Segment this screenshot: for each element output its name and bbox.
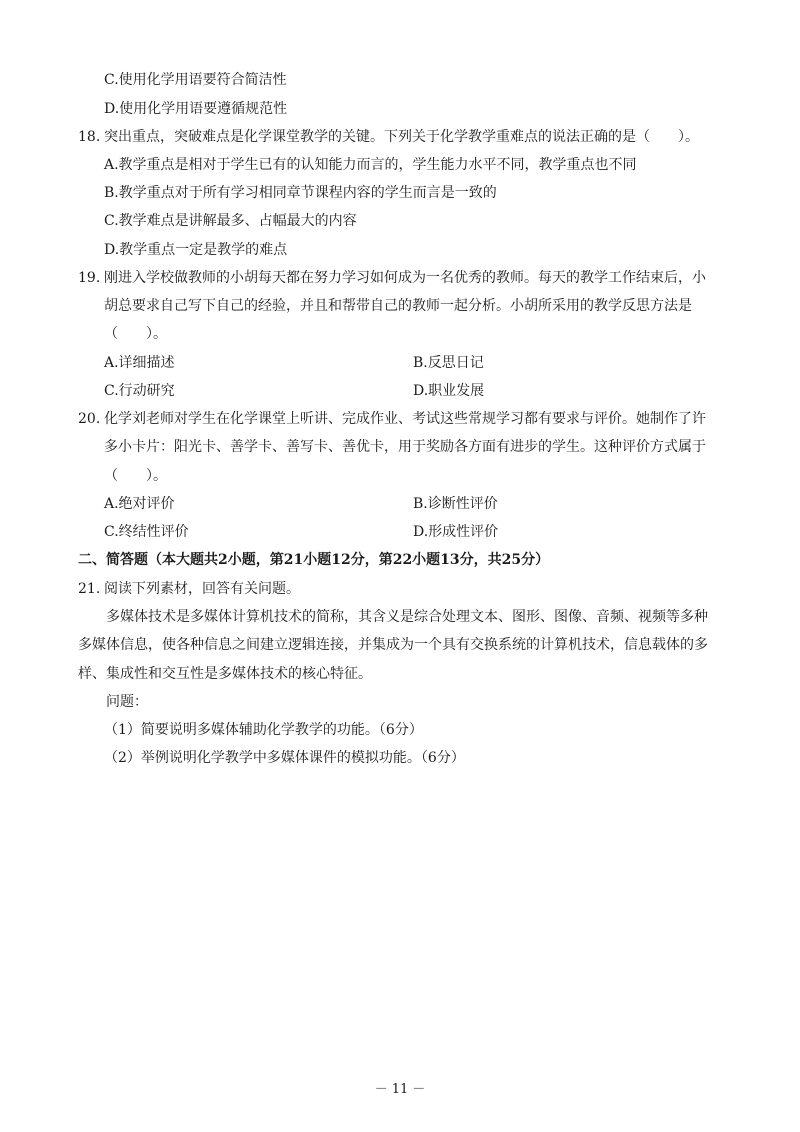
- q21-stem: 阅读下列素材，回答有关问题。: [104, 581, 300, 597]
- q21-number: 21.: [78, 581, 101, 597]
- q21-material-line3: 样、集成性和交互性是多媒体技术的核心特征。: [78, 666, 372, 682]
- q21-material-line1: 多媒体技术是多媒体计算机技术的简称，其含义是综合处理文本、图形、图像、音频、视频等多种: [106, 609, 708, 625]
- q18-stem: 突出重点，突破难点是化学课堂教学的关键。下列关于化学教学重难点的说法正确的是（ ）。: [104, 129, 699, 145]
- q21-subquestion-2: （2）举例说明化学教学中多媒体课件的模拟功能。（6分）: [104, 750, 465, 766]
- q19-number: 19.: [78, 270, 101, 286]
- section-heading: 二、简答题（本大题共2小题，第21小题12分，第22小题13分，共25分）: [78, 552, 550, 568]
- q18-option-d: D.教学重点一定是教学的难点: [104, 242, 288, 258]
- q20-stem-line2: 多小卡片：阳光卡、善学卡、善写卡、善优卡，用于奖励各方面有进步的学生。这种评价方式属于: [104, 439, 706, 455]
- q19-stem-line3: （ ）。: [104, 326, 167, 342]
- q19-option-a: A.详细描述: [104, 355, 175, 371]
- q20-number: 20.: [78, 411, 101, 427]
- q19-option-c: C.行动研究: [104, 383, 175, 399]
- q20-option-b: B.诊断性评价: [413, 496, 498, 512]
- q19-stem-line1: 刚进入学校做教师的小胡每天都在努力学习如何成为一名优秀的教师。每天的教学工作结束后，小: [104, 270, 706, 286]
- q20-stem-line1: 化学刘老师对学生在化学课堂上听讲、完成作业、考试这些常规学习都有要求与评价。她制作了许: [104, 411, 706, 427]
- q19-stem-line2: 胡总要求自己写下自己的经验，并且和帮带自己的教师一起分析。小胡所采用的教学反思方法是: [104, 298, 692, 314]
- q19-option-b: B.反思日记: [413, 355, 484, 371]
- q20-option-a: A.绝对评价: [104, 496, 175, 512]
- q18-number: 18.: [78, 129, 101, 145]
- q21-subquestion-1: （1）简要说明多媒体辅助化学教学的功能。（6分）: [104, 722, 423, 738]
- q18-option-a: A.教学重点是相对于学生已有的认知能力而言的，学生能力水平不同，教学重点也不同: [104, 157, 637, 173]
- q21-material-line2: 多媒体信息，使各种信息之间建立逻辑连接，并集成为一个具有交换系统的计算机技术，信息载体的多: [78, 637, 708, 653]
- q21-question-label: 问题：: [106, 694, 148, 710]
- page-number: － 11 －: [374, 1082, 426, 1097]
- q18-option-c: C.教学难点是讲解最多、占幅最大的内容: [104, 213, 357, 229]
- q20-option-d: D.形成性评价: [413, 524, 499, 540]
- q20-option-c: C.终结性评价: [104, 524, 189, 540]
- q17-option-c: C.使用化学用语要符合简洁性: [104, 72, 287, 88]
- q20-stem-line3: （ ）。: [104, 468, 167, 484]
- q19-option-d: D.职业发展: [413, 383, 485, 399]
- q18-option-b: B.教学重点对于所有学习相同章节课程内容的学生而言是一致的: [104, 185, 497, 201]
- q17-option-d: D.使用化学用语要遵循规范性: [104, 101, 288, 117]
